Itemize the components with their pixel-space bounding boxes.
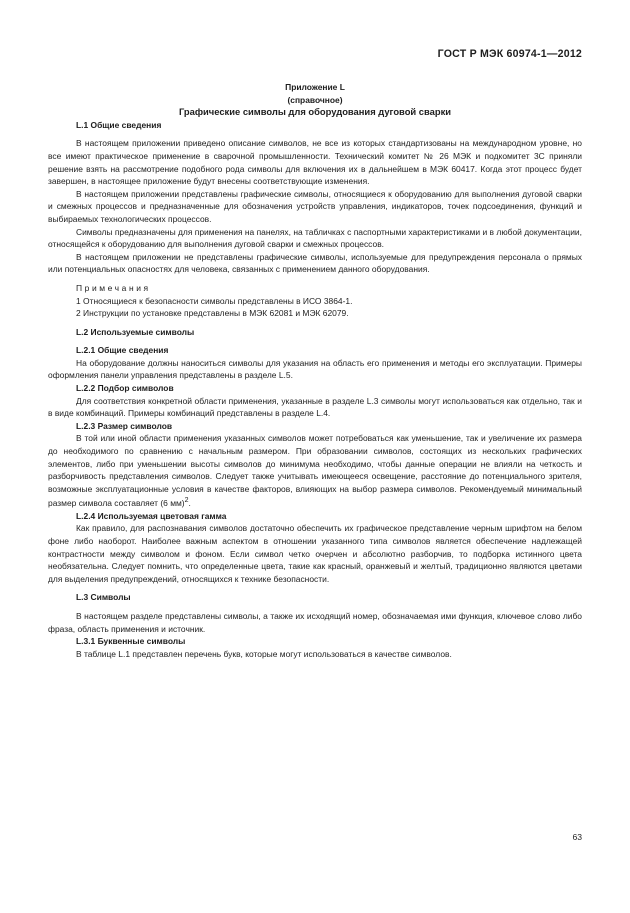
paragraph: Как правило, для распознавания символов достаточно обеспечить их графическое представление черным шрифтом на белом фоне либо наоборот. Наиболее важным аспектом в отношении указанного типа символов является обеспечение надлежащей контрастности между символом и фоном. Если символ четко очерчен и абсолютно разборчив, то подборка истинного цвета необязательна. Следует помнить, что определенные цвета, такие как красный, оранжевый и желтый, традиционно являются цветами для выделения предупреждений, относящихся к технике безопасности.: [48, 523, 582, 584]
subsection-heading: L.2.4 Используемая цветовая гамма: [76, 510, 227, 521]
superscript: 2: [184, 497, 189, 505]
paragraph: [48, 432, 582, 509]
note-item: 1 Относящиеся к безопасности символы представлены в ИСО 3864-1.: [76, 295, 353, 306]
subsection-heading: L.2.1 Общие сведения: [76, 345, 169, 356]
paragraph: Для соответствия конкретной области применения, указанные в разделе L.3 символы могут использоваться как отдельно, так и в виде комбинаций. Примеры комбинаций представлены в разделе L.4.: [48, 395, 582, 419]
section-heading-l3: L.3 Символы: [76, 592, 131, 603]
document-code: ГОСТ Р МЭК 60974-1—2012: [437, 48, 582, 60]
paragraph: Символы предназначены для применения на панелях, на табличках с паспортными характеристиками и в любой документации, относящейся к оборудованию для выполнения дуговой сварки и смежных процессов.: [48, 226, 582, 250]
section-heading-l1: L.1 Общие сведения: [76, 119, 162, 130]
note-item: 2 Инструкции по установке представлены в МЭК 62081 и МЭК 62079.: [76, 308, 349, 319]
main-title: Графические символы для оборудования дуговой сварки: [178, 106, 452, 118]
subsection-heading: L.2.3 Размер символов: [76, 420, 173, 431]
notes-label: Примечания: [76, 282, 151, 293]
paragraph: В настоящем приложении представлены графические символы, относящиеся к оборудованию для выполнения дуговой сварки и смежных процессов и предназначенные для обозначения устройств управления, индикаторов, точек подсоединения, функций и выбираемых технологических процессов.: [48, 188, 582, 224]
paragraph: В настоящем приложении не представлены графические символы, используемые для предупреждения персонала о прямых или потенциальных опасностях для человека, связанных с применением данного оборудования.: [48, 251, 582, 275]
page-number: 63: [572, 832, 582, 842]
paragraph: На оборудование должны наноситься символы для указания на область его применения и методы его эксплуатации. Примеры оформления панели управления представлены в разделе L.5.: [48, 357, 582, 381]
paragraph-end: .: [188, 498, 191, 509]
paragraph-text: В той или иной области применения указанных символов может потребоваться как уменьшение, так и увеличение их размера до необходимого по сравнению с начальным размером. При образовании символов, состоящих из нескольких графических элементов, либо при уменьшении высоты символов до минимума необходимо, чтобы данные операции не влияли на четкость и разборчивость представления символов. Следует также учитывать имеющееся освещение, расстояние до потенциального зрителя, возможные эксплуатационные условия в качестве факторов, влияющих на выбор размера символов. Рекомендуемый минимальный размер символа составляет (6 мм): [48, 433, 582, 509]
section-heading-l2: L.2 Используемые символы: [76, 326, 195, 337]
subsection-heading: L.2.2 Подбор символов: [76, 383, 174, 394]
paragraph: В таблице L.1 представлен перечень букв, которые могут использоваться в качестве символов.: [76, 648, 452, 659]
paragraph: В настоящем приложении приведено описание символов, не все из которых стандартизованы на международном уровне, но все имеют практическое применение в сварочной промышленности. Технический комитет № 26 МЭК и подкомитет 3С приняли решение взять на рассмотрение подобного рода символы для включения их в дальнейшем в МЭК 60417. Когда этот процесс будет завершен, в настоящее приложение будут внесены соответствующие изменения.: [48, 138, 582, 187]
subsection-heading: L.3.1 Буквенные символы: [76, 636, 186, 647]
annex-subtitle: (справочное): [287, 94, 343, 105]
page-content: [48, 81, 582, 660]
annex-title: Приложение L: [285, 82, 345, 92]
paragraph: В настоящем разделе представлены символы, а также их исходящий номер, обозначаемая ими функция, ключевое слово либо фраза, область применения и источник.: [48, 610, 582, 634]
